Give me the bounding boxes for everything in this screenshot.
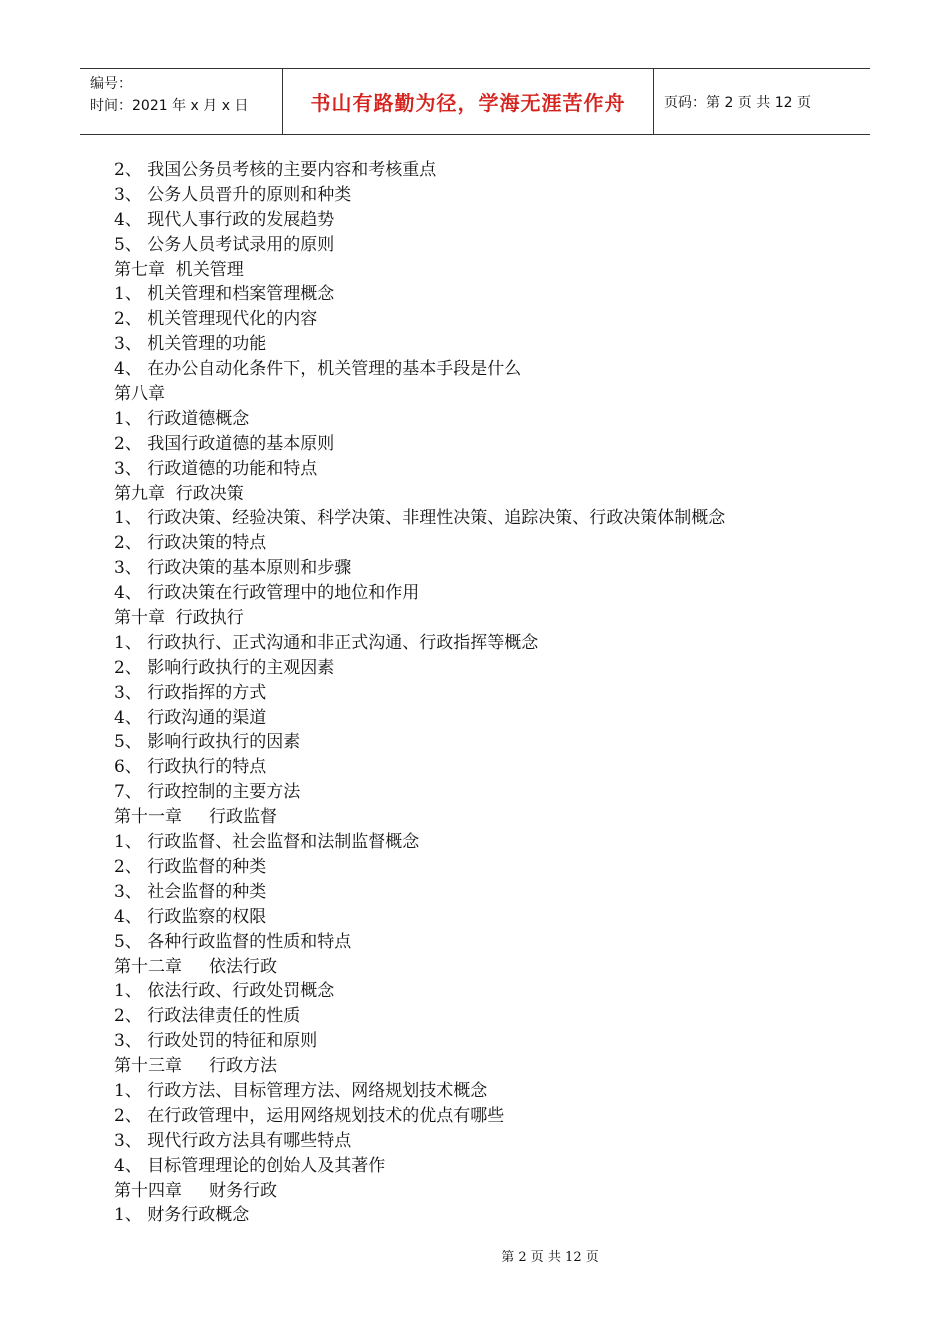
chapter-heading: 第八章	[114, 384, 165, 405]
list-item: 2、 行政监督的种类	[114, 856, 267, 877]
list-item: 3、 社会监督的种类	[114, 881, 267, 902]
chapter-heading: 第十章 行政执行	[114, 608, 244, 629]
list-item: 2、 我国公务员考核的主要内容和考核重点	[114, 160, 437, 180]
list-item: 2、 在行政管理中，运用网络规划技术的优点有哪些	[114, 1105, 505, 1126]
list-item: 2、 我国行政道德的基本原则	[114, 433, 335, 454]
document-body	[114, 158, 854, 1228]
list-item: 6、 行政执行的特点	[114, 757, 267, 778]
list-item: 1、 行政决策、经验决策、科学决策、非理性决策、追踪决策、行政决策体制概念	[114, 508, 726, 529]
list-item: 5、 公务人员考试录用的原则	[114, 234, 335, 255]
chapter-heading: 第十一章 行政监督	[114, 807, 278, 828]
list-item: 3、 行政道德的功能和特点	[114, 458, 318, 479]
list-item: 2、 行政法律责任的性质	[114, 1006, 301, 1027]
list-item: 2、 机关管理现代化的内容	[114, 309, 318, 330]
list-item: 1、 行政执行、正式沟通和非正式沟通、行政指挥等概念	[114, 632, 539, 653]
list-item: 4、 行政监察的权限	[114, 906, 267, 927]
list-item: 7、 行政控制的主要方法	[114, 782, 301, 803]
list-item: 3、 行政处罚的特征和原则	[114, 1031, 318, 1052]
list-item: 4、 现代人事行政的发展趋势	[114, 209, 335, 230]
list-item: 4、 行政决策在行政管理中的地位和作用	[114, 583, 420, 604]
chapter-heading: 第十二章 依法行政	[114, 956, 278, 977]
list-item: 3、 行政指挥的方式	[114, 682, 267, 703]
chapter-heading: 第七章 机关管理	[114, 259, 244, 280]
list-item: 3、 公务人员晋升的原则和种类	[114, 184, 352, 205]
list-item: 1、 财务行政概念	[114, 1205, 250, 1226]
header-page-number: 页码：第 2 页 共 12 页	[664, 94, 811, 111]
list-item: 1、 行政监督、社会监督和法制监督概念	[114, 832, 420, 853]
list-item: 4、 目标管理理论的创始人及其著作	[114, 1155, 386, 1176]
list-item: 3、 机关管理的功能	[114, 334, 267, 355]
list-item: 1、 依法行政、行政处罚概念	[114, 981, 335, 1002]
list-item: 1、 行政方法、目标管理方法、网络规划技术概念	[114, 1080, 488, 1101]
list-item: 5、 影响行政执行的因素	[114, 732, 301, 753]
list-item: 4、 行政沟通的渠道	[114, 707, 267, 728]
list-item: 3、 行政决策的基本原则和步骤	[114, 558, 352, 579]
chapter-heading: 第九章 行政决策	[114, 483, 244, 504]
header-meta	[80, 69, 282, 134]
list-item: 4、 在办公自动化条件下，机关管理的基本手段是什么	[114, 359, 522, 380]
list-item: 3、 现代行政方法具有哪些特点	[114, 1130, 352, 1151]
header-motto: 书山有路勤为径，学海无涯苦作舟	[282, 69, 654, 134]
list-item: 2、 行政决策的特点	[114, 533, 267, 554]
chapter-heading: 第十四章 财务行政	[114, 1180, 278, 1201]
chapter-heading: 第十三章 行政方法	[114, 1056, 278, 1077]
document-number-label: 编号：	[90, 76, 132, 92]
document-date-label: 时间：2021 年 x 月 x 日	[90, 98, 249, 114]
page-footer: 第 2 页 共 12 页	[501, 1250, 599, 1265]
list-item: 1、 机关管理和档案管理概念	[114, 284, 335, 305]
list-item: 2、 影响行政执行的主观因素	[114, 657, 335, 678]
page-header	[80, 68, 870, 135]
list-item: 1、 行政道德概念	[114, 408, 250, 429]
list-item: 5、 各种行政监督的性质和特点	[114, 931, 352, 952]
